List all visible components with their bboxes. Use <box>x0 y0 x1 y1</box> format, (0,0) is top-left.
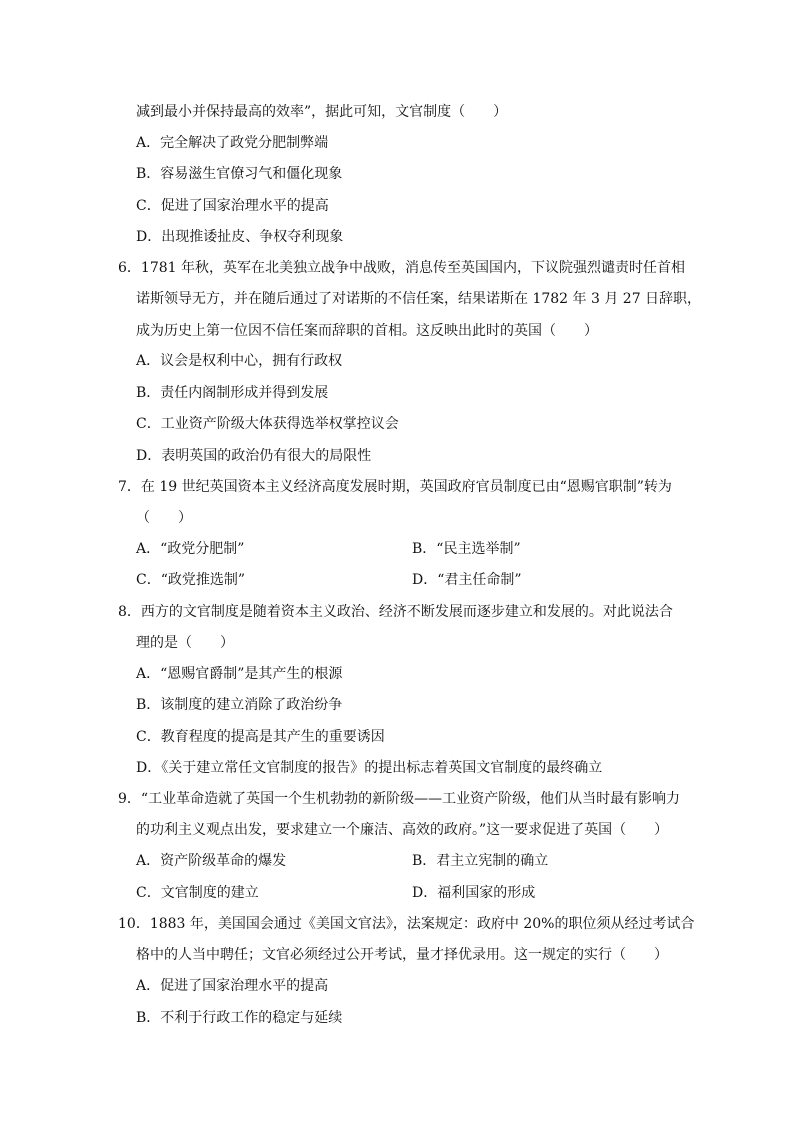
q9-option-c: C．文官制度的建立 <box>136 885 259 901</box>
q8-stem-line-1: 8．西方的文官制度是随着资本主义政治、经济不断发展而逐步建立和发展的。对此说法合 <box>118 604 673 620</box>
q9-stem-line-2: 的功利主义观点出发，要求建立一个廉洁、高效的政府。”这一要求促进了英国（ ） <box>136 822 669 838</box>
q9-option-b: B．君主立宪制的确立 <box>412 853 549 869</box>
q6-stem-line-3: 成为历史上第一位因不信任案而辞职的首相。这反映出此时的英国（ ） <box>136 323 598 339</box>
q8-option-b: B．该制度的建立消除了政治纷争 <box>136 697 343 713</box>
q9-option-a: A．资产阶级革命的爆发 <box>136 853 287 869</box>
q6-option-b: B．责任内阁制形成并得到发展 <box>136 385 329 401</box>
q10-option-b: B．不利于行政工作的稳定与延续 <box>136 1010 343 1026</box>
q8-option-d: D．《关于建立常任文官制度的报告》的提出标志着英国文官制度的最终确立 <box>136 760 603 776</box>
q7-option-c: C．“政党推选制” <box>136 572 246 588</box>
q10-stem-line-2: 格中的人当中聘任；文官必须经过公开考试，量才择优录用。这一规定的实行（ ） <box>136 947 668 963</box>
q8-option-a: A．“恩赐官爵制”是其产生的根源 <box>136 666 343 682</box>
q9-option-d: D．福利国家的形成 <box>412 885 536 901</box>
q10-option-a: A．促进了国家治理水平的提高 <box>136 978 329 994</box>
q6-stem-line-1: 6．1781 年秋，英军在北美独立战争中战败，消息传至英国国内，下议院强烈谴责时任首相 <box>118 260 685 276</box>
q5-option-a: A．完全解决了政党分肥制弊端 <box>136 135 329 151</box>
q7-option-d: D．“君主任命制” <box>412 572 522 588</box>
q5-stem-tail: 减到最小并保持最高的效率”，据此可知，文官制度（ ） <box>136 104 508 120</box>
q5-option-b: B．容易滋生官僚习气和僵化现象 <box>136 166 343 182</box>
q8-option-c: C．教育程度的提高是其产生的重要诱因 <box>136 729 385 745</box>
q7-option-a: A．“政党分肥制” <box>136 541 245 557</box>
q5-option-d: D．出现推诿扯皮、争权夺利现象 <box>136 229 344 245</box>
q7-option-b: B．“民主选举制” <box>412 541 521 557</box>
q9-stem-line-1: 9．“工业革命造就了英国一个生机勃勃的新阶级——工业资产阶级，他们从当时最有影响力 <box>118 791 681 807</box>
q10-stem-line-1: 10．1883 年，美国国会通过《美国文官法》，法案规定：政府中 20%的职位须从经过考试合 <box>118 916 695 932</box>
q5-option-c: C．促进了国家治理水平的提高 <box>136 198 329 214</box>
q6-option-a: A．议会是权利中心，拥有行政权 <box>136 353 343 369</box>
q6-option-d: D．表明英国的政治仍有很大的局限性 <box>136 448 372 464</box>
q6-option-c: C．工业资产阶级大体获得选举权掌控议会 <box>136 416 399 432</box>
q7-stem-line-2: （ ） <box>136 510 192 526</box>
q8-stem-line-2: 理的是（ ） <box>136 635 234 651</box>
q6-stem-line-2: 诺斯领导无方，并在随后通过了对诺斯的不信任案，结果诺斯在 1782 年 3 月 27 日辞职， <box>136 291 702 307</box>
q7-stem-line-1: 7．在 19 世纪英国资本主义经济高度发展时期，英国政府官员制度已由“恩赐官职制”转为 <box>118 479 672 495</box>
